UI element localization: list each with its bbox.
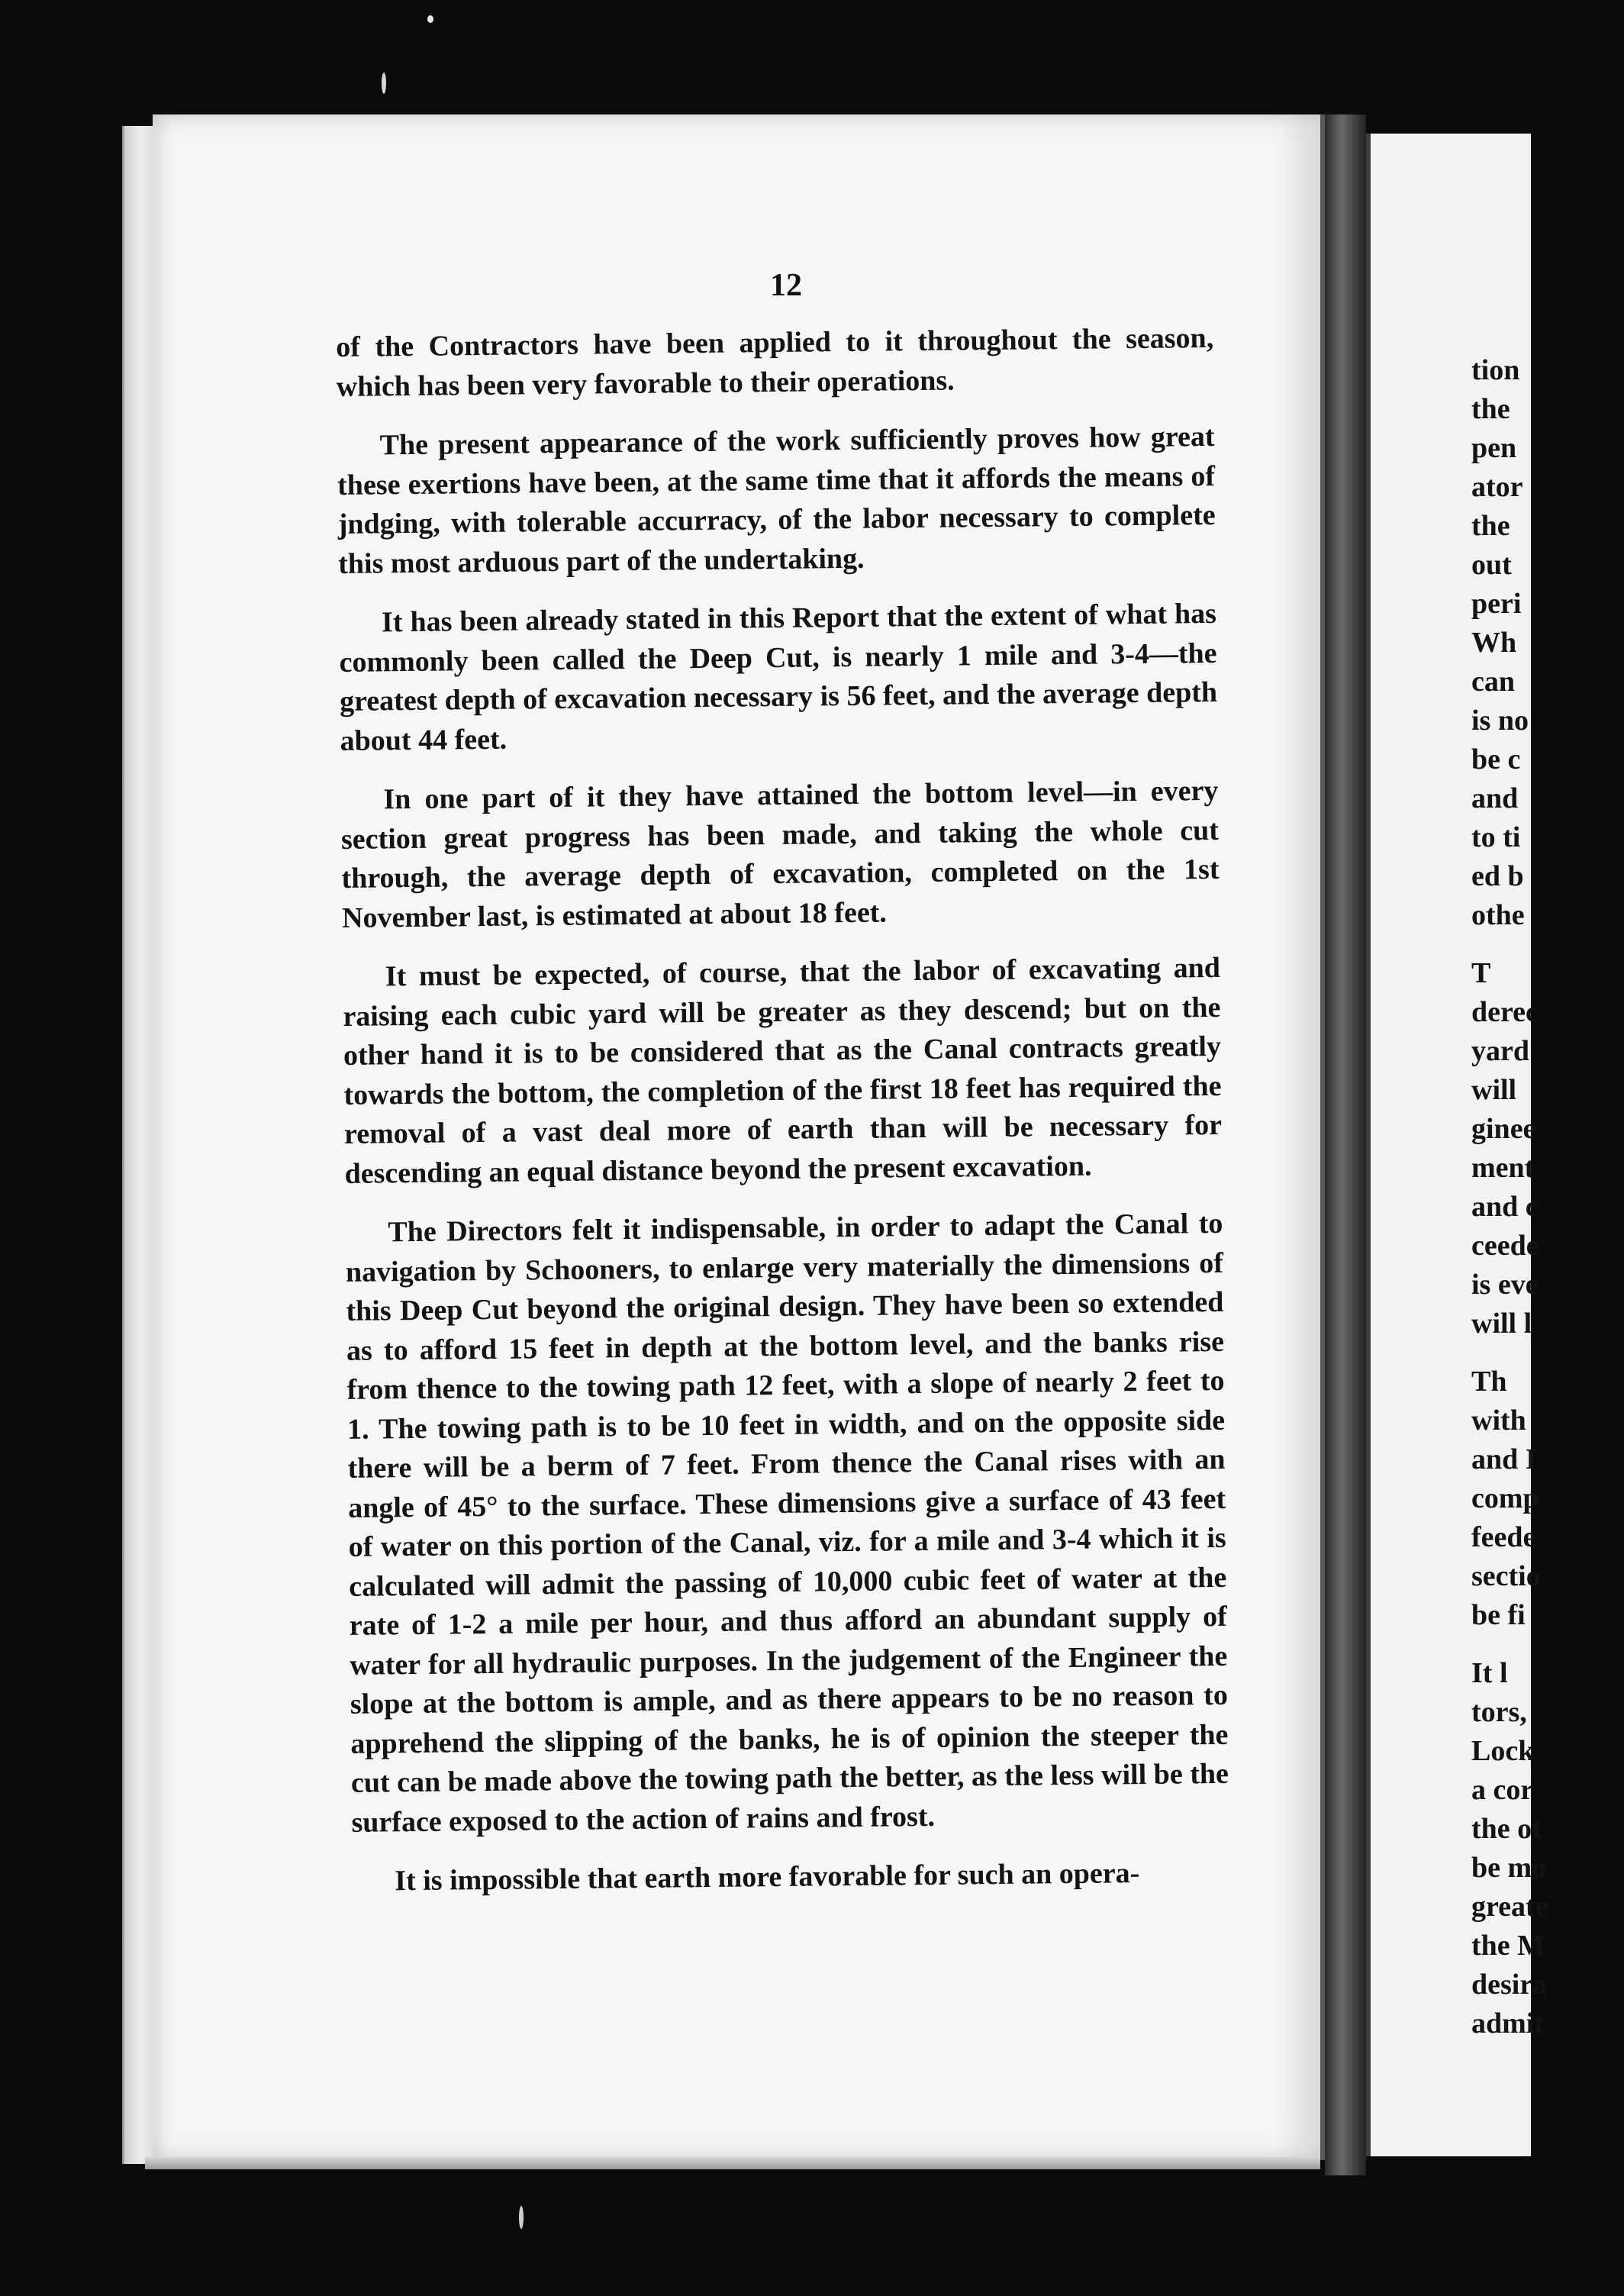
page-stack-edge: [122, 126, 155, 2164]
facing-page-line: Wh: [1471, 627, 1517, 659]
facing-page-line: and c: [1471, 1191, 1539, 1223]
facing-page-line: the: [1471, 393, 1510, 425]
facing-page-line: ed b: [1471, 860, 1524, 892]
paragraph-2: The present appearance of the work sufficiently proves how great these exertions have been, at the same time that it affords the means of jndging, with tolerable accurracy, of the labor necessary to complete this most arduous part of the undertaking.: [337, 420, 1216, 580]
facing-page-line: comp: [1471, 1482, 1539, 1514]
facing-page-line: is eve: [1471, 1269, 1539, 1301]
facing-page-line: ceede: [1471, 1230, 1539, 1262]
facing-page-line: a cor: [1471, 1774, 1534, 1806]
facing-page-line: T: [1471, 957, 1491, 989]
page-body-text: [336, 319, 1230, 1921]
facing-page-line: and I: [1471, 1443, 1537, 1475]
facing-page-line: tion: [1471, 354, 1520, 386]
paragraph-7: It is impossible that earth more favorable for such an opera-: [395, 1857, 1140, 1898]
facing-page-line: ator: [1471, 471, 1523, 503]
facing-page-line: can: [1471, 666, 1515, 698]
facing-page-line: ginee: [1471, 1113, 1536, 1145]
paragraph-gap: [1471, 935, 1624, 954]
facing-page-line: peri: [1471, 588, 1522, 620]
facing-page-line: pen: [1471, 432, 1517, 464]
facing-page-line: out: [1471, 549, 1512, 581]
scan-speck: [519, 2206, 524, 2229]
facing-page-line: sectio: [1471, 1560, 1541, 1592]
facing-page-line: to ti: [1471, 821, 1521, 853]
paragraph-4: In one part of it they have attained the bottom level—in every section great progress has been made, and taking the whole cut through, the average depth of excavation, completed on the 1st November last, is estimated at about 18 feet.: [340, 774, 1220, 934]
facing-page-line: be fi: [1471, 1599, 1526, 1631]
facing-page-line: will: [1471, 1074, 1517, 1106]
paragraph-1: of the Contractors have been applied to it throughout the season, which has been very favorable to their operations.: [336, 321, 1214, 403]
facing-page-line: and: [1471, 782, 1519, 814]
facing-page-line: the: [1471, 510, 1510, 542]
facing-page-line: be c: [1471, 743, 1521, 776]
facing-page-line: derec: [1471, 996, 1539, 1028]
facing-page-line: desira: [1471, 1969, 1548, 2001]
facing-page-line: It l: [1471, 1657, 1508, 1689]
paragraph-6: The Directors felt it indispensable, in order to adapt the Canal to navigation by Schooners, to enlarge very materially the dimensions of this Deep Cut beyond the original design. They have been so extended as to afford 15 feet in depth at the bottom level, and the banks rise from thence to the towing path 12 feet, with a slope of nearly 2 feet to 1. The towing path is to be 10 feet in width, and on the opposite side there will be a berm of 7 feet. From thence the Canal rises with an angle of 45° to the surface. These dimensions give a surface of 43 feet of water on this portion of the Canal, viz. for a mile and 3-4 which it is calculated will admit the passing of 10,000 cubic feet of water at the rate of 1-2 a mile per hour, and thus afford an abundant supply of water for all hydraulic purposes. In the judgement of the Engineer the slope at the bottom is ample, and as there appears to be no reason to apprehend the slipping of the banks, he is of opinion the steeper the cut can be made above the towing path the better, as the less will be the surface exposed to the action of rains and frost.: [345, 1207, 1229, 1839]
paragraph-3: It has been already stated in this Report that the extent of what has commonly been called the Deep Cut, is nearly 1 mile and 3-4—the greatest depth of excavation necessary is 56 feet, and the average depth about 44 feet.: [339, 597, 1218, 757]
facing-page-line: will l: [1471, 1308, 1532, 1340]
facing-page-line: yard: [1471, 1035, 1529, 1067]
facing-page-line: the ot: [1471, 1813, 1542, 1845]
facing-page-line: with: [1471, 1404, 1526, 1437]
facing-page-line: greate: [1471, 1891, 1548, 1923]
book-gutter: [1325, 114, 1366, 2175]
facing-page-line: othe: [1471, 899, 1525, 931]
facing-page-line: Th: [1471, 1366, 1507, 1398]
scan-speck: [382, 73, 386, 94]
page-bottom-edge: [145, 2157, 1320, 2169]
facing-page-text-fragments: [1471, 351, 1624, 2043]
facing-page-line: is no: [1471, 705, 1529, 737]
paragraph-gap: [1471, 1343, 1624, 1362]
facing-page-line: ment: [1471, 1152, 1535, 1184]
facing-page-line: the M: [1471, 1930, 1545, 1962]
paragraph-gap: [1471, 1635, 1624, 1654]
facing-page-line: tors,: [1471, 1696, 1527, 1728]
facing-page-line: feede: [1471, 1521, 1536, 1553]
facing-page-line: Lock: [1471, 1735, 1535, 1767]
facing-page-line: be mo: [1471, 1852, 1547, 1884]
facing-page-line: admit: [1471, 2007, 1544, 2040]
page-number: 12: [770, 268, 802, 303]
scan-speck: [427, 15, 433, 23]
paragraph-5: It must be expected, of course, that the labor of excavating and raising each cubic yard will be greater as they descend; but on the other hand it is to be considered that as the Canal contracts greatly towards the bottom, the completion of the first 18 feet has required the removal of a vast deal more of earth than will be necessary for descending an equal distance beyond the present excavation.: [343, 951, 1223, 1190]
